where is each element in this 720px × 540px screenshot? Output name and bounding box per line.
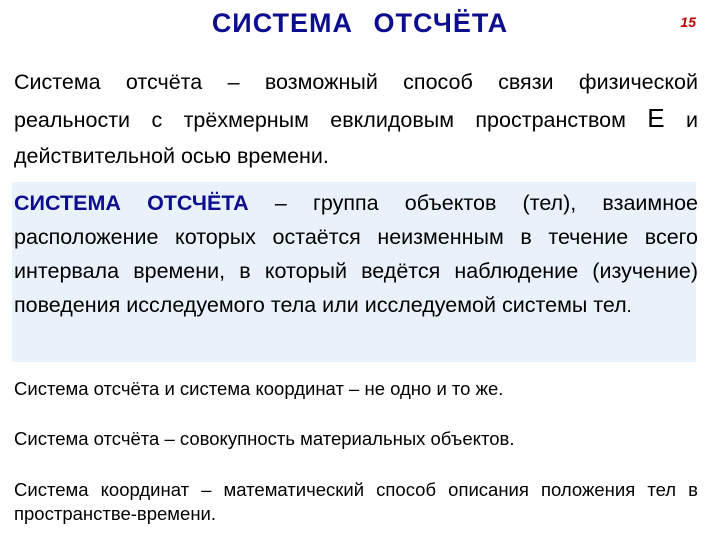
slide-title: СИСТЕМА ОТСЧЁТА [211, 8, 509, 38]
intro-paragraph [14, 64, 698, 174]
definition-paragraph [14, 186, 698, 323]
definition-term: СИСТЕМА ОТСЧЁТА [14, 191, 249, 215]
intro-text-start: Система отсчёта – возможный способ связи физической реальности с трёхмерным евклидовым пространством [14, 70, 698, 132]
statement-frame-vs-coordinates: Система отсчёта и система координат – не одно и то же. [14, 378, 504, 399]
space-symbol-e: Е [647, 103, 665, 133]
statement-coordinates-definition: Система координат – математический способ описания положения тел в пространстве-времени. [14, 479, 698, 524]
definition-end: . [626, 296, 632, 316]
definition-text: – группа объектов (тел), взаимное расположение которых остаётся неизменным в течение всего интервала времени, в который ведётся наблюдение (изучение) поведения исследуемого тела или исследуемой системы тел [14, 191, 698, 317]
page-number: 15 [680, 14, 696, 30]
statement-frame-definition: Система отсчёта – совокупность материальных объектов. [14, 428, 515, 449]
intro-text-end: и действительной осью времени. [14, 108, 699, 168]
